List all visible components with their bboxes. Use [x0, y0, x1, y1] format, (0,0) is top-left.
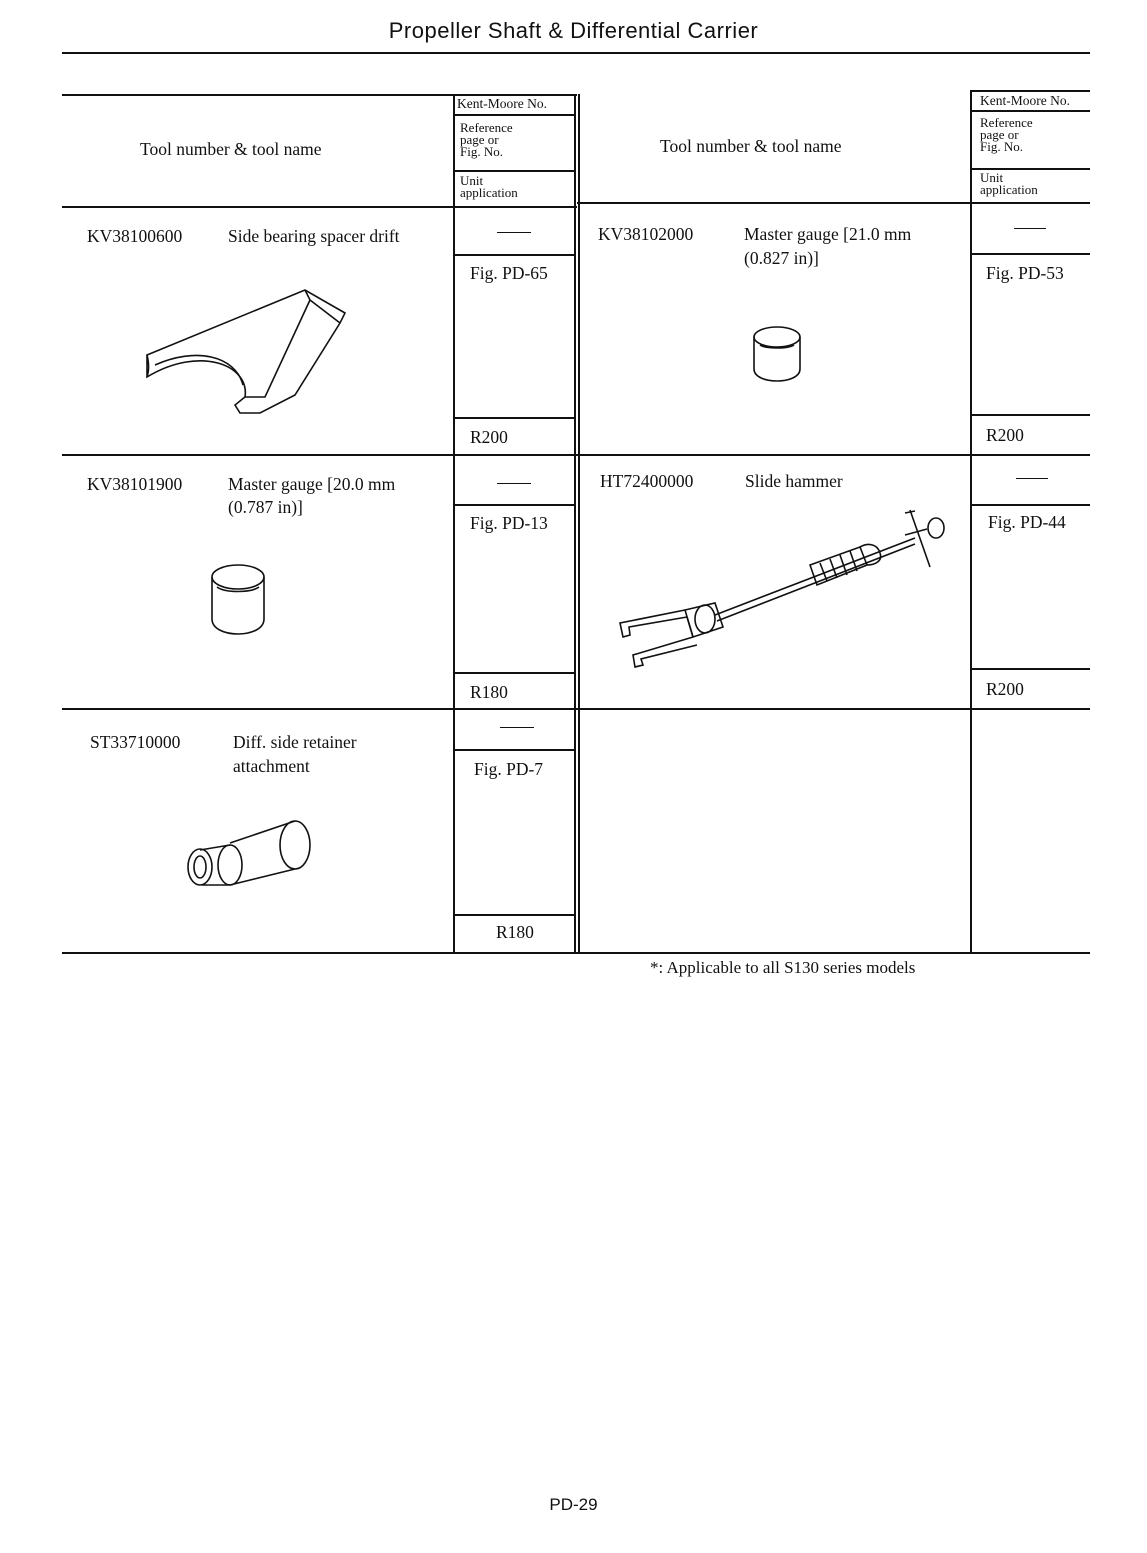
tool-name-line2: (0.787 in)] [228, 497, 303, 517]
tool-number: ST33710000 [90, 732, 181, 752]
r2-left-unit-rule [454, 672, 575, 674]
footnote: *: Applicable to all S130 series models [650, 958, 916, 977]
tool-number: KV38100600 [87, 226, 183, 246]
slide-hammer-icon [605, 505, 955, 680]
row1-bottom-rule [62, 454, 1090, 456]
reference-fig: Fig. PD-44 [988, 512, 1066, 532]
tool-name-line2: attachment [233, 756, 310, 776]
header-tool-name-left: Tool number & tool name [140, 139, 322, 159]
spacer-drift-icon [135, 285, 355, 425]
r1-right-km-rule [972, 253, 1090, 255]
tool-name: Master gauge [21.0 mm [744, 224, 912, 244]
r3-left-km-rule [454, 749, 575, 751]
unit-application: R200 [986, 425, 1024, 445]
tool-number: KV38101900 [87, 474, 183, 494]
r1-left-km-rule [454, 254, 575, 256]
retainer-attachment-icon [180, 815, 320, 890]
r2-left-km-rule [454, 504, 575, 506]
r1-left-unit-rule [454, 417, 575, 419]
row2-bottom-rule [62, 708, 1090, 710]
header-bottom-rule-right [577, 202, 1090, 204]
kent-moore-dash [500, 727, 534, 728]
kent-moore-dash [1016, 478, 1048, 479]
page-number: PD-29 [549, 1495, 598, 1514]
header-tool-name-right: Tool number & tool name [660, 136, 842, 156]
r3-left-unit-rule [454, 914, 575, 916]
center-divider-b [578, 94, 580, 952]
left-ref-rule [454, 170, 575, 172]
r2-right-unit-rule [972, 668, 1090, 670]
center-divider-a [574, 94, 576, 952]
cylinder-gauge-icon [750, 325, 804, 387]
left-ref-col-rule [453, 94, 455, 952]
tool-number: KV38102000 [598, 224, 694, 244]
kent-moore-dash [1014, 228, 1046, 229]
kent-moore-dash [497, 483, 531, 484]
tool-name: Diff. side retainer [233, 732, 357, 752]
right-km-rule [972, 110, 1090, 112]
header-unit-right: Unit application [980, 170, 1038, 197]
table-bottom-rule [62, 952, 1090, 954]
reference-fig: Fig. PD-7 [474, 759, 544, 779]
table-top-rule-right [970, 90, 1090, 92]
header-reference-left: Reference page or Fig. No. [460, 120, 513, 159]
unit-application: R200 [470, 427, 508, 447]
header-kent-moore-right: Kent-Moore No. [980, 93, 1070, 108]
header-rule [62, 52, 1090, 54]
reference-fig: Fig. PD-53 [986, 263, 1064, 283]
tool-name-line2: (0.827 in)] [744, 248, 819, 268]
header-bottom-rule-left [62, 206, 577, 208]
header-kent-moore-left: Kent-Moore No. [457, 96, 547, 111]
unit-application: R200 [986, 679, 1024, 699]
reference-fig: Fig. PD-13 [470, 513, 548, 533]
page-title: Propeller Shaft & Differential Carrier [388, 18, 759, 43]
tool-name: Master gauge [20.0 mm [228, 474, 396, 494]
unit-application: R180 [496, 922, 534, 942]
r1-right-unit-rule [972, 414, 1090, 416]
tool-name: Side bearing spacer drift [228, 226, 400, 246]
tool-number: HT72400000 [600, 471, 694, 491]
reference-fig: Fig. PD-65 [470, 263, 548, 283]
left-km-rule [454, 114, 575, 116]
r2-right-km-rule [972, 504, 1090, 506]
tool-name: Slide hammer [745, 471, 843, 491]
right-ref-col-rule [970, 90, 972, 952]
cylinder-gauge-icon [209, 563, 267, 641]
header-unit-left: Unit application [460, 173, 518, 200]
kent-moore-dash [497, 232, 531, 233]
header-reference-right: Reference page or Fig. No. [980, 115, 1033, 154]
unit-application: R180 [470, 682, 508, 702]
